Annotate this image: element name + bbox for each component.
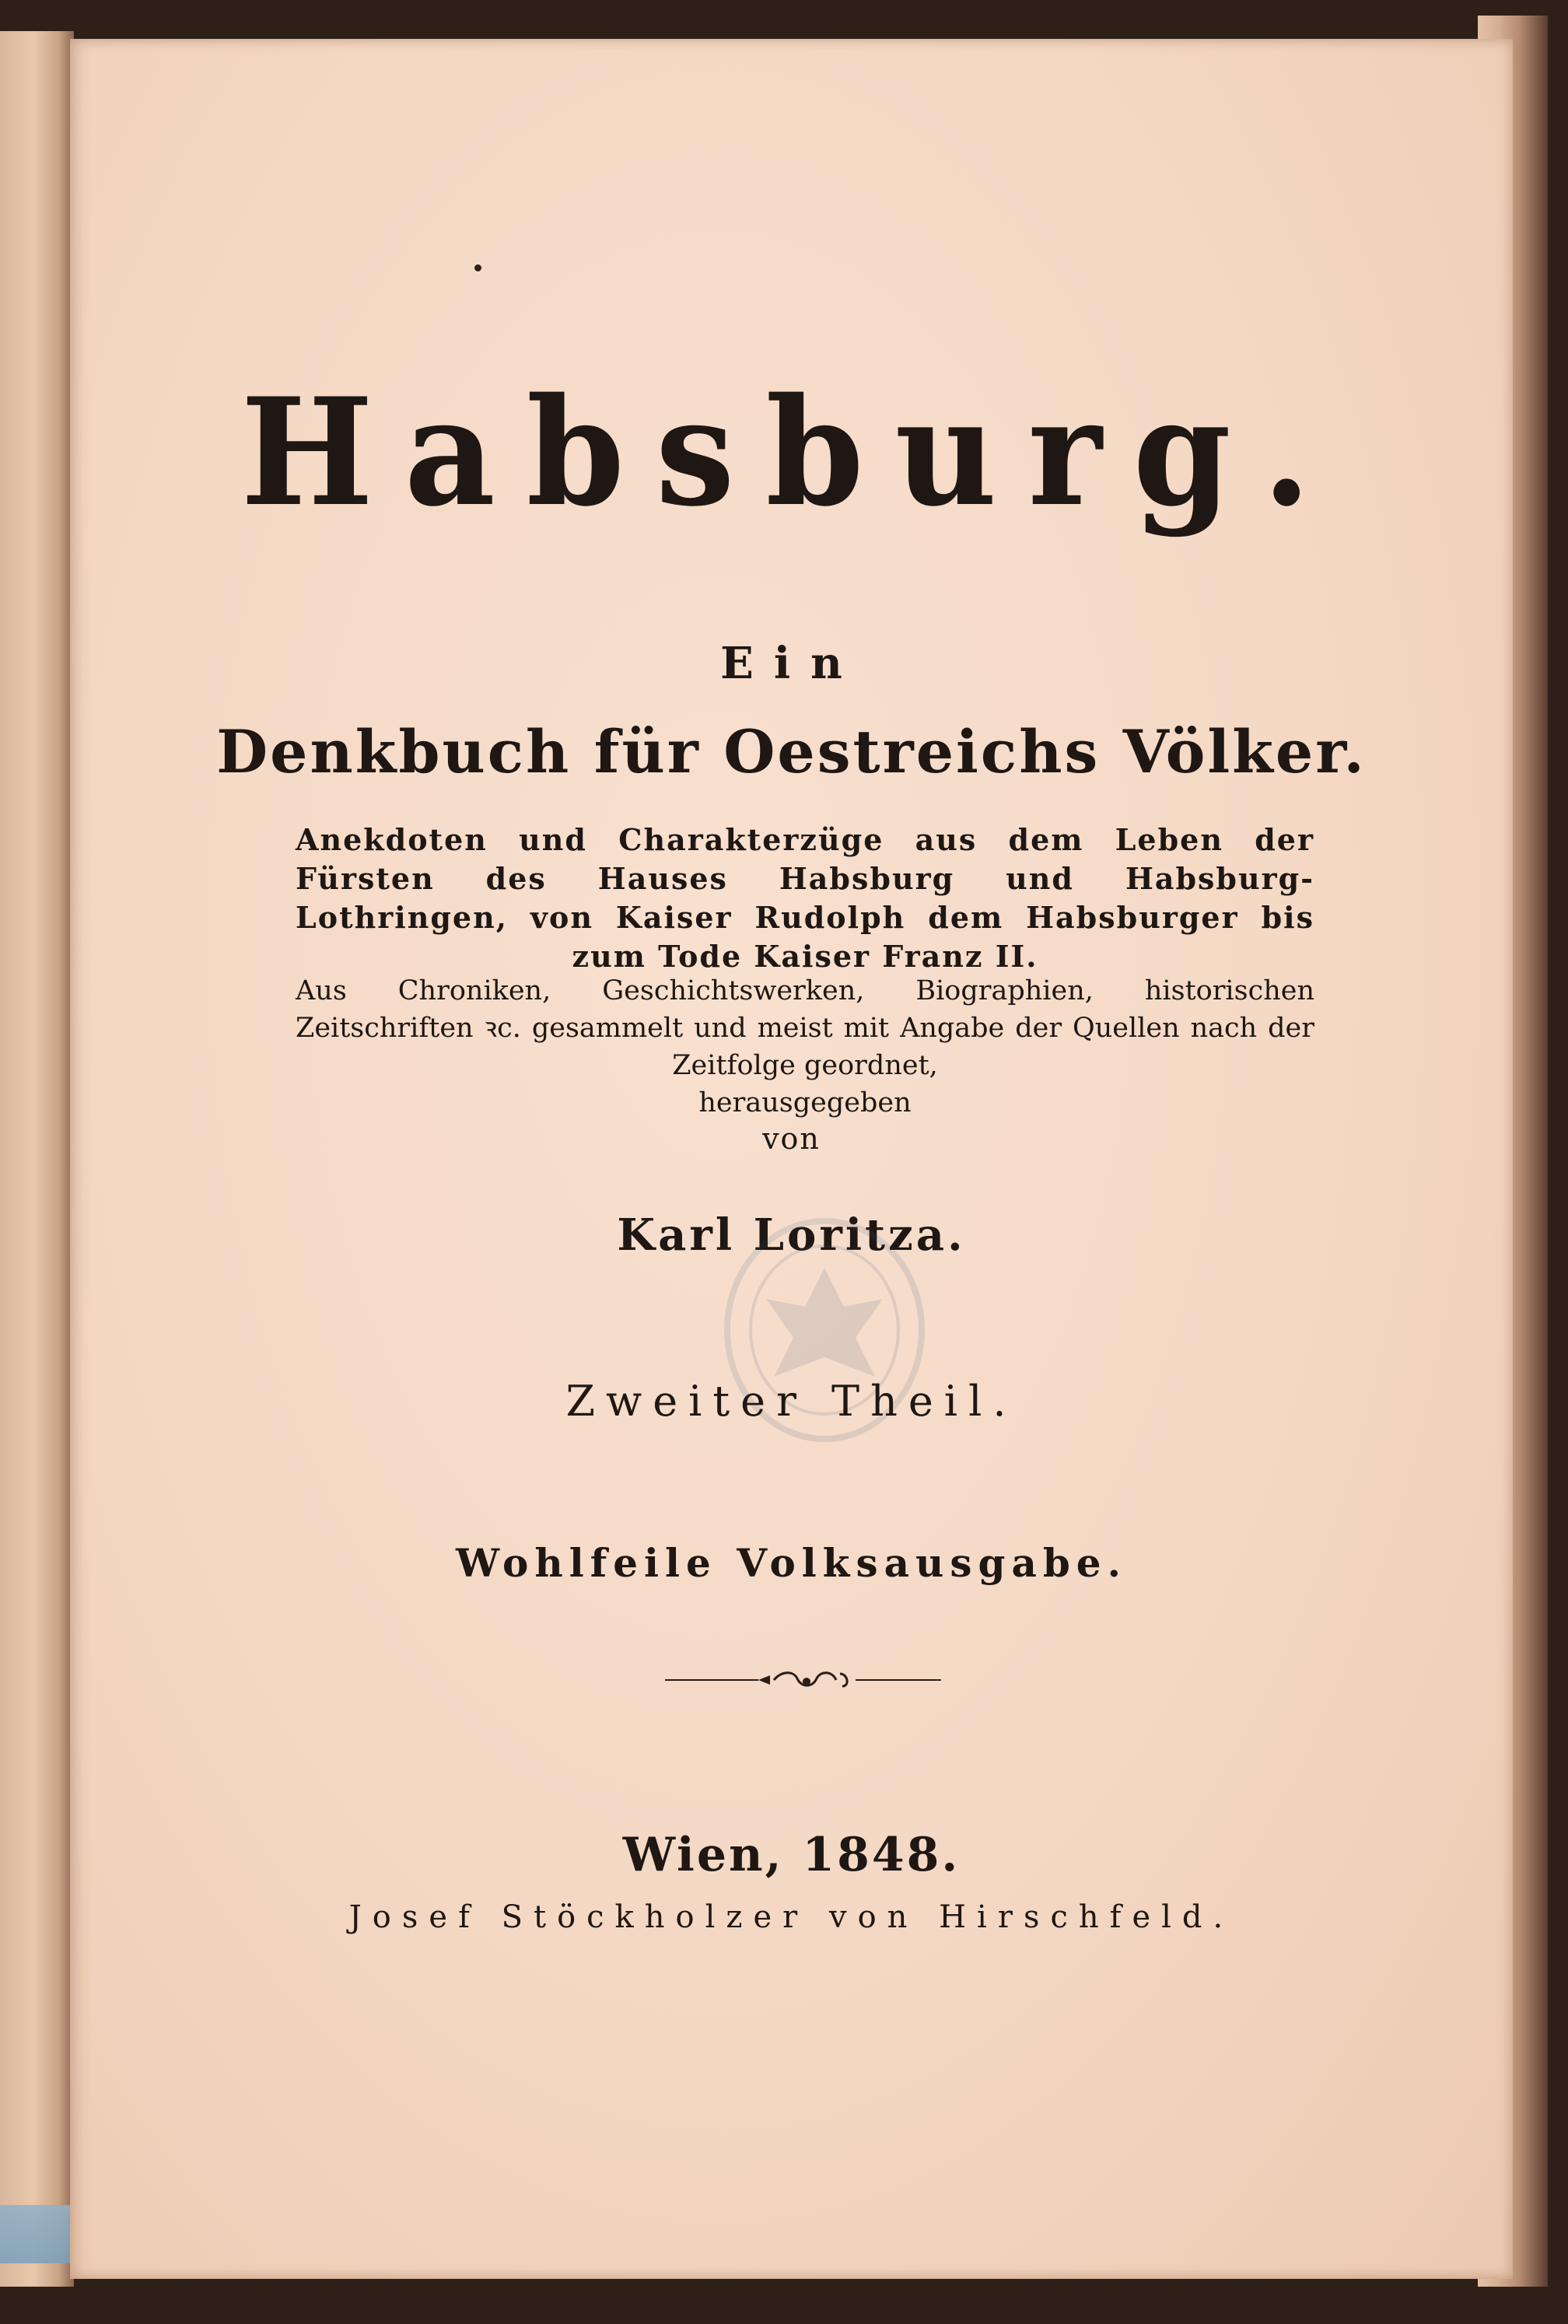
by-line: von	[762, 1122, 821, 1156]
sources-note	[296, 972, 1314, 1122]
place-and-year: Wien, 1848.	[622, 1828, 961, 1882]
ornament-divider-icon	[665, 1664, 941, 1696]
subtitle-intro: Ein	[720, 638, 863, 689]
volume-part: Zweiter Theil.	[565, 1377, 1017, 1426]
author-name: Karl Loritza.	[617, 1209, 966, 1261]
book-title: Habsburg.	[240, 366, 1342, 539]
edition-note: Wohlfeile Volksausgabe.	[455, 1540, 1128, 1586]
publisher-name: Josef Stöckholzer von Hirschfeld.	[348, 1899, 1234, 1935]
book-description: Anekdoten und Charakterzüge aus dem Leben der Fürsten des Hauses Habsburg und Habsburg-Lothringen, von Kaiser Rudolph dem Habsburger bis zum Tode Kaiser Franz II.	[296, 822, 1314, 974]
sources-note-main: Aus Chroniken, Geschichtswerken, Biographien, historischen Zeitschriften ꝛc. gesammelt und meist mit Angabe der Quellen nach der Zeitfolge geordnet,	[296, 975, 1314, 1081]
book-spine-edge	[0, 31, 74, 2287]
ink-speck	[474, 264, 481, 271]
title-page	[70, 39, 1513, 2279]
book-subtitle: Denkbuch für Oestreichs Völker.	[216, 717, 1367, 786]
sources-note-last: herausgegeben	[698, 1087, 912, 1118]
